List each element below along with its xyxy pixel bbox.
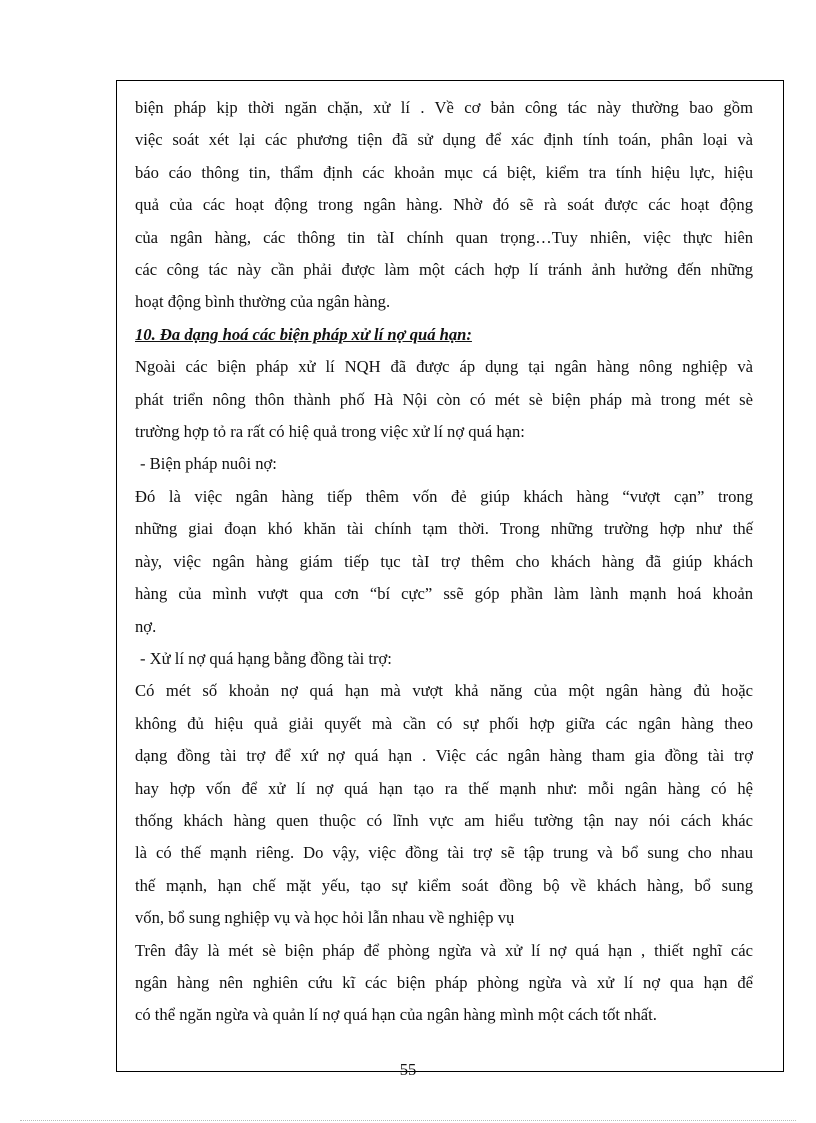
body-line: này, việc ngân hàng giám tiếp tục tàI trợ thêm cho khách hàng đã giúp khách <box>135 551 753 571</box>
body-line: Ngoài các biện pháp xử lí NQH đã được áp dụng tại ngân hàng nông nghiệp và <box>135 357 753 377</box>
body-line: phát triển nông thôn thành phố Hà Nội còn có mét sè biện pháp mà trong mét sè <box>135 389 753 409</box>
body-line: hoạt động bình thường của ngân hàng. <box>135 292 391 312</box>
body-line: việc soát xét lại các phương tiện đã sử dụng để xác định tính toán, phân loại và <box>135 130 753 150</box>
body-line: những giai đoạn khó khăn tài chính tạm thời. Trong những trường hợp như thế <box>135 519 753 539</box>
section-heading: 10. Đa dạng hoá các biện pháp xử lí nợ quá hạn: <box>135 324 472 344</box>
body-line: thế mạnh, hạn chế mặt yếu, tạo sự kiểm soát đồng bộ về khách hàng, bổ sung <box>135 875 753 895</box>
body-line: quả của các hoạt động trong ngân hàng. Nhờ đó sẽ rà soát được các hoạt động <box>135 195 753 215</box>
document-body <box>135 92 753 1032</box>
body-line: có thể ngăn ngừa và quản lí nợ quá hạn của ngân hàng mình một cách tốt nhất. <box>135 1005 657 1025</box>
page-number: 55 <box>399 1060 417 1079</box>
body-line: dạng đồng tài trợ để xứ nợ quá hạn . Việc các ngân hàng tham gia đồng tài trợ <box>135 746 753 766</box>
body-line: thống khách hàng quen thuộc có lĩnh vực am hiểu tường tận nay nói cách khác <box>135 810 753 830</box>
body-line: Đó là việc ngân hàng tiếp thêm vốn đẻ giúp khách hàng “vượt cạn” trong <box>135 486 753 506</box>
body-line: báo cáo thông tin, thẩm định các khoản mục cá biệt, kiểm tra tính hiệu lực, hiệu <box>135 162 753 182</box>
body-line: Có mét số khoản nợ quá hạn mà vượt khả năng của một ngân hàng đủ hoặc <box>135 681 753 701</box>
body-line: không đủ hiệu quả giải quyết mà cần có sự phối hợp giữa các ngân hàng theo <box>135 713 753 733</box>
body-line: biện pháp kịp thời ngăn chặn, xử lí . Về cơ bản công tác này thường bao gồm <box>135 98 753 117</box>
page-break-divider <box>20 1120 796 1121</box>
subheading: - Xử lí nợ quá hạng bằng đồng tài trợ: <box>140 648 392 668</box>
body-line: là có thế mạnh riêng. Do vậy, việc đồng tài trợ sẽ tập trung và bổ sung cho nhau <box>135 843 753 863</box>
subheading: - Biện pháp nuôi nợ: <box>140 454 277 474</box>
body-line: ngân hàng nên nghiên cứu kĩ các biện pháp phòng ngừa và xử lí nợ qua hạn để <box>135 972 753 992</box>
body-line: hàng của mình vượt qua cơn “bí cực” ssẽ góp phần làm lành mạnh hoá khoản <box>135 584 753 604</box>
body-line: vốn, bổ sung nghiệp vụ và học hỏi lẫn nhau về nghiệp vụ <box>135 908 515 928</box>
body-line: nợ. <box>135 616 157 636</box>
body-line: các công tác này cần phải được làm một cách hợp lí tránh ảnh hưởng đến những <box>135 260 753 280</box>
body-line: của ngân hàng, các thông tin tàI chính quan trọng…Tuy nhiên, việc thực hiên <box>135 227 753 247</box>
body-line: hay hợp vốn để xử lí nợ quá hạn tạo ra thế mạnh như: mỗi ngân hàng có hệ <box>135 778 753 798</box>
body-line: Trên đây là mét sè biện pháp để phòng ngừa và xử lí nợ quá hạn , thiết nghĩ các <box>135 940 753 960</box>
body-line: trường hợp tỏ ra rất có hiệ quả trong việc xử lí nợ quá hạn: <box>135 422 525 442</box>
